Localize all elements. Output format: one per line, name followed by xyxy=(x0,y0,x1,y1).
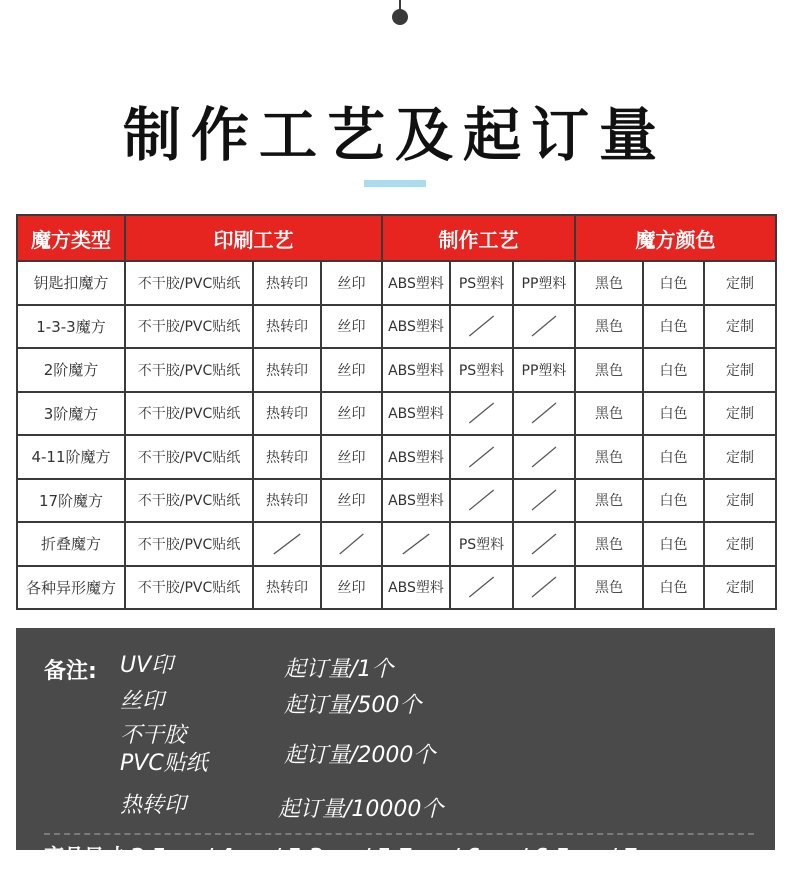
not-applicable-slash xyxy=(513,479,575,523)
print-cell: 不干胶/PVC贴纸 xyxy=(125,392,253,436)
not-applicable-slash xyxy=(450,392,513,436)
note-name: UV印 xyxy=(120,653,174,678)
color-cell: 黑色 xyxy=(575,435,643,479)
note-quantity: 起订量/1个 xyxy=(284,657,394,682)
color-cell: 定制 xyxy=(704,522,776,566)
color-cell: 白色 xyxy=(643,392,704,436)
color-cell: 定制 xyxy=(704,348,776,392)
color-cell: 白色 xyxy=(643,305,704,349)
color-cell: 白色 xyxy=(643,348,704,392)
color-cell: 黑色 xyxy=(575,522,643,566)
header-making-process: 制作工艺 xyxy=(382,215,575,261)
print-cell: 丝印 xyxy=(321,435,382,479)
make-cell: PS塑料 xyxy=(450,522,513,566)
print-cell: 热转印 xyxy=(253,348,321,392)
print-cell: 不干胶/PVC贴纸 xyxy=(125,566,253,610)
make-cell: ABS塑料 xyxy=(382,261,450,305)
color-cell: 定制 xyxy=(704,261,776,305)
table-row xyxy=(17,479,776,523)
cube-type-cell: 17阶魔方 xyxy=(17,479,125,523)
table-row xyxy=(17,348,776,392)
make-cell: ABS塑料 xyxy=(382,566,450,610)
not-applicable-slash xyxy=(513,522,575,566)
table-row xyxy=(17,522,776,566)
table-header-row xyxy=(17,215,776,261)
color-cell: 白色 xyxy=(643,566,704,610)
note-name: 丝印 xyxy=(120,689,165,714)
color-cell: 定制 xyxy=(704,566,776,610)
not-applicable-slash xyxy=(450,479,513,523)
table-row xyxy=(17,435,776,479)
print-cell: 不干胶/PVC贴纸 xyxy=(125,261,253,305)
color-cell: 黑色 xyxy=(575,305,643,349)
print-cell: 不干胶/PVC贴纸 xyxy=(125,305,253,349)
dashed-divider xyxy=(44,833,754,835)
not-applicable-slash xyxy=(321,522,382,566)
note-quantity: 起订量/500个 xyxy=(284,693,422,718)
color-cell: 定制 xyxy=(704,305,776,349)
not-applicable-slash xyxy=(450,435,513,479)
print-cell: 不干胶/PVC贴纸 xyxy=(125,522,253,566)
product-size-line: 产品尺寸 2.5cm / 4cm / 5.3cm / 5.7cm / 6cm / 6.5cm / 7cm xyxy=(44,844,671,868)
print-cell: 丝印 xyxy=(321,392,382,436)
print-cell: 丝印 xyxy=(321,261,382,305)
make-cell: PS塑料 xyxy=(450,261,513,305)
not-applicable-slash xyxy=(513,305,575,349)
cube-type-cell: 2阶魔方 xyxy=(17,348,125,392)
print-cell: 热转印 xyxy=(253,566,321,610)
print-cell: 不干胶/PVC贴纸 xyxy=(125,435,253,479)
notes-panel xyxy=(16,628,775,868)
color-cell: 黑色 xyxy=(575,566,643,610)
color-cell: 白色 xyxy=(643,479,704,523)
title-underline xyxy=(364,180,426,187)
notes-label: 备注: xyxy=(44,659,97,684)
color-cell: 定制 xyxy=(704,435,776,479)
note-name: 不干胶 PVC贴纸 xyxy=(120,723,208,776)
table-row xyxy=(17,566,776,610)
color-cell: 黑色 xyxy=(575,392,643,436)
not-applicable-slash xyxy=(382,522,450,566)
table-row xyxy=(17,305,776,349)
cube-type-cell: 1-3-3魔方 xyxy=(17,305,125,349)
make-cell: ABS塑料 xyxy=(382,348,450,392)
cube-type-cell: 4-11阶魔方 xyxy=(17,435,125,479)
print-cell: 丝印 xyxy=(321,566,382,610)
make-cell: PS塑料 xyxy=(450,348,513,392)
color-cell: 白色 xyxy=(643,522,704,566)
note-name: 热转印 xyxy=(120,793,187,818)
make-cell: ABS塑料 xyxy=(382,435,450,479)
table-row xyxy=(17,392,776,436)
print-cell: 丝印 xyxy=(321,479,382,523)
color-cell: 定制 xyxy=(704,479,776,523)
make-cell: PP塑料 xyxy=(513,261,575,305)
header-cube-type: 魔方类型 xyxy=(17,215,125,261)
process-table xyxy=(16,214,777,610)
header-print-process: 印刷工艺 xyxy=(125,215,382,261)
make-cell: PP塑料 xyxy=(513,348,575,392)
note-quantity: 起订量/2000个 xyxy=(284,743,436,768)
print-cell: 热转印 xyxy=(253,261,321,305)
cube-type-cell: 各种异形魔方 xyxy=(17,566,125,610)
not-applicable-slash xyxy=(513,435,575,479)
page-title: 制作工艺及起订量 xyxy=(122,101,667,169)
print-cell: 热转印 xyxy=(253,435,321,479)
color-cell: 黑色 xyxy=(575,348,643,392)
cube-type-cell: 3阶魔方 xyxy=(17,392,125,436)
print-cell: 丝印 xyxy=(321,348,382,392)
color-cell: 白色 xyxy=(643,261,704,305)
cube-type-cell: 折叠魔方 xyxy=(17,522,125,566)
not-applicable-slash xyxy=(450,305,513,349)
not-applicable-slash xyxy=(450,566,513,610)
color-cell: 定制 xyxy=(704,392,776,436)
print-cell: 热转印 xyxy=(253,305,321,349)
table-row xyxy=(17,261,776,305)
print-cell: 不干胶/PVC贴纸 xyxy=(125,479,253,523)
color-cell: 黑色 xyxy=(575,479,643,523)
make-cell: ABS塑料 xyxy=(382,392,450,436)
cube-type-cell: 钥匙扣魔方 xyxy=(17,261,125,305)
header-cube-color: 魔方颜色 xyxy=(575,215,776,261)
make-cell: ABS塑料 xyxy=(382,479,450,523)
color-cell: 黑色 xyxy=(575,261,643,305)
print-cell: 不干胶/PVC贴纸 xyxy=(125,348,253,392)
print-cell: 热转印 xyxy=(253,479,321,523)
print-cell: 热转印 xyxy=(253,392,321,436)
not-applicable-slash xyxy=(513,392,575,436)
print-cell: 丝印 xyxy=(321,305,382,349)
color-cell: 白色 xyxy=(643,435,704,479)
note-quantity: 起订量/10000个 xyxy=(278,797,444,822)
not-applicable-slash xyxy=(513,566,575,610)
hanger-pin xyxy=(392,9,408,25)
make-cell: ABS塑料 xyxy=(382,305,450,349)
not-applicable-slash xyxy=(253,522,321,566)
